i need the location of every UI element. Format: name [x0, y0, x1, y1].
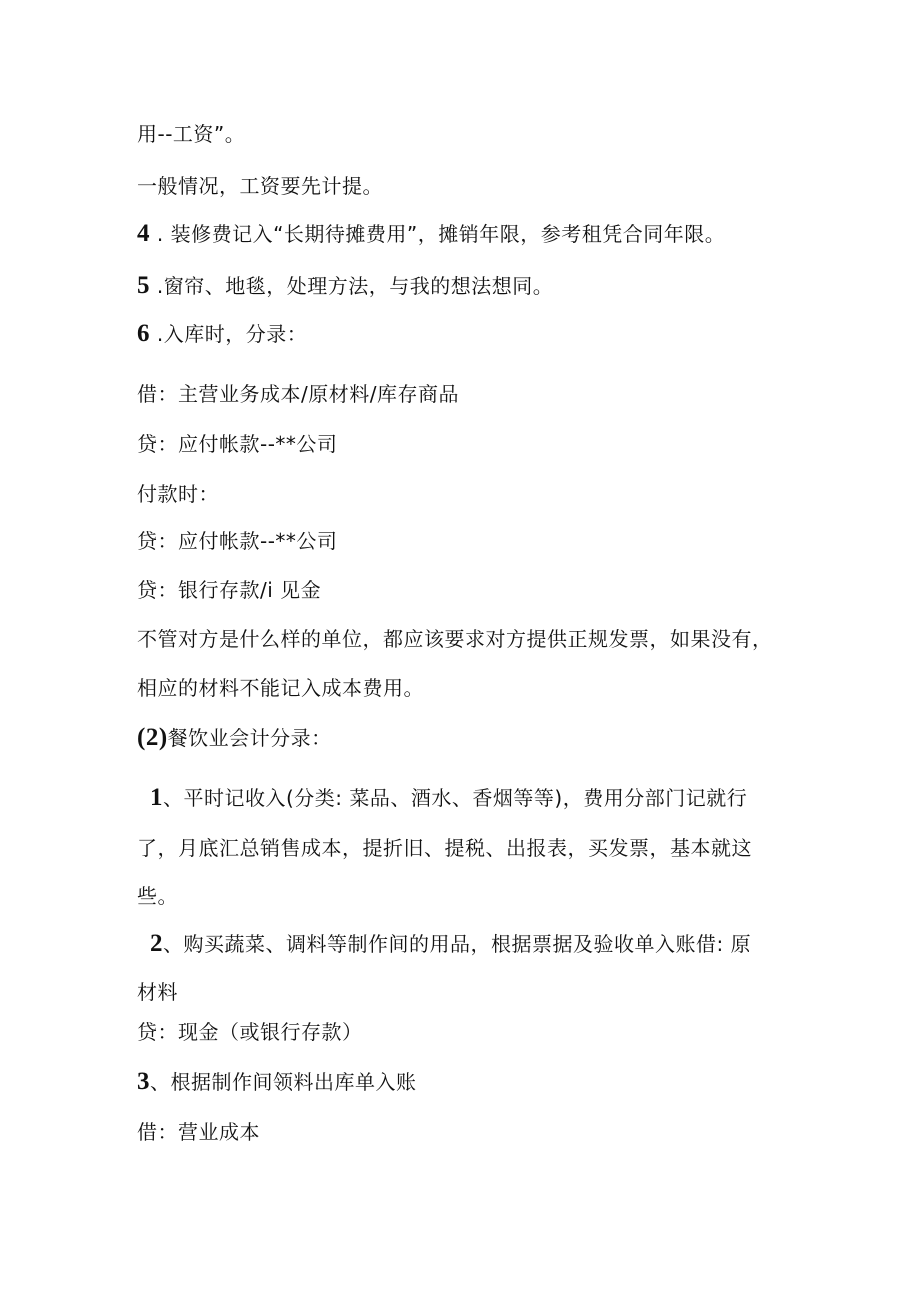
numbered-item: 3、根据制作间领料出库单入账	[137, 1068, 417, 1095]
numbered-item: 2、购买蔬菜、调料等制作间的用品，根据票据及验收单入账借: 原	[150, 930, 752, 957]
numbered-item: 6 .入库时，分录：	[137, 320, 308, 347]
text-line: 贷：应付帐款--**公司	[137, 529, 338, 553]
text-line: 一般情况，工资要先计提。	[137, 174, 383, 198]
text-line: 贷：应付帐款--**公司	[137, 432, 338, 456]
item-number: 5	[137, 272, 150, 299]
numbered-item: 4 . 装修费记入“长期待摊费用”，摊销年限，参考租凭合同年限。	[137, 220, 726, 247]
item-number: 6	[137, 320, 150, 347]
item-number: 2	[150, 930, 163, 957]
section-number: (2)	[137, 724, 168, 751]
text-line: 了，月底汇总销售成本，提折旧、提税、出报表，买发票，基本就这	[137, 836, 752, 860]
text-line: 材料	[137, 980, 178, 1004]
item-number: 1	[150, 784, 163, 811]
text-line: 借：营业成本	[137, 1120, 260, 1144]
text-line: 用--工资”。	[137, 122, 246, 146]
text-line: 付款时：	[137, 482, 219, 506]
numbered-item: 1、平时记收入(分类: 菜品、酒水、香烟等等)，费用分部门记就行	[150, 784, 748, 811]
section-heading: (2)餐饮业会计分录：	[137, 724, 332, 751]
text-line: 贷：银行存款/i 见金	[137, 578, 322, 602]
numbered-item: 5 .窗帘、地毯，处理方法，与我的想法想同。	[137, 272, 554, 299]
text-line: 些。	[137, 884, 178, 908]
item-number: 3	[137, 1068, 150, 1095]
text-line: 相应的材料不能记入成本费用。	[137, 676, 424, 700]
text-line: 借：主营业务成本/原材料/库存商品	[137, 382, 459, 406]
text-line: 贷：现金（或银行存款）	[137, 1020, 363, 1044]
text-line: 不管对方是什么样的单位，都应该要求对方提供正规发票，如果没有，	[137, 627, 773, 651]
item-number: 4	[137, 220, 150, 247]
